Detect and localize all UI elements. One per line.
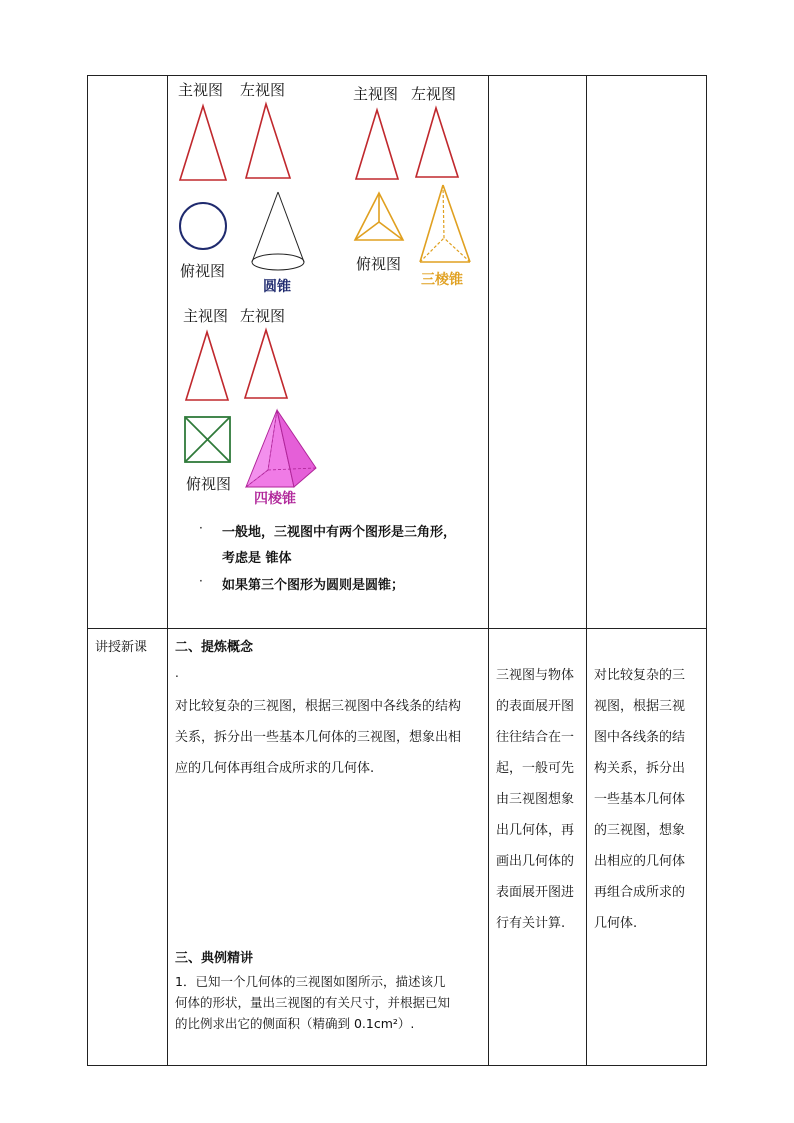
example-line-3: 的比例求出它的侧面积（精确到 0.1cm²）. xyxy=(175,1016,415,1031)
tri-pyramid-side-view-label: 左视图 xyxy=(411,85,457,103)
col3-line: 起，一般可先 xyxy=(496,761,575,776)
col4-line: 一些基本几何体 xyxy=(594,792,686,807)
col3-line: 由三视图想象 xyxy=(496,792,575,807)
col4-line: 视图，根据三视 xyxy=(594,699,686,714)
col3-line: 的表面展开图 xyxy=(496,699,575,714)
col4-line: 构关系，拆分出 xyxy=(594,761,686,776)
stray-dot: . xyxy=(175,666,179,680)
stage-label: 讲授新课 xyxy=(95,640,148,655)
col4-line: 对比较复杂的三 xyxy=(594,668,686,683)
cone-top-view-label: 俯视图 xyxy=(180,262,226,280)
tri-pyramid-front-view-label: 主视图 xyxy=(353,85,399,103)
col3-line: 表面展开图进 xyxy=(496,885,575,900)
col4-line: 图中各线条的结 xyxy=(594,730,686,745)
bullet-marker: · xyxy=(199,521,203,535)
example-line-1: 1．已知一个几何体的三视图如图所示，描述该几 xyxy=(175,974,446,989)
cone-front-view-label: 主视图 xyxy=(178,81,224,99)
concept-line-3: 应的几何体再组合成所求的几何体. xyxy=(175,761,375,776)
cone-side-view-label: 左视图 xyxy=(240,81,286,99)
col3-line: 三视图与物体 xyxy=(496,668,575,683)
bullet-1-line-2: 考虑是 锥体 xyxy=(222,551,292,566)
col3-line: 画出几何体的 xyxy=(496,854,575,869)
sq-pyramid-top-view-label: 俯视图 xyxy=(186,475,232,493)
concept-line-1: 对比较复杂的三视图，根据三视图中各线条的结构 xyxy=(175,699,462,714)
bullet-1-line-1: 一般地，三视图中有两个图形是三角形， xyxy=(222,525,457,540)
bullet-marker: · xyxy=(199,574,203,588)
col4-line: 出相应的几何体 xyxy=(594,854,686,869)
sq-pyramid-front-view-label: 主视图 xyxy=(183,307,229,325)
sq-pyramid-name-caption: 四棱锥 xyxy=(254,491,296,507)
col3-line: 行有关计算. xyxy=(496,916,566,931)
col4-line: 再组合成所求的 xyxy=(594,885,686,900)
col4-line: 几何体. xyxy=(594,916,638,931)
section-2-title: 二、提炼概念 xyxy=(175,640,254,655)
sq-pyramid-side-view-label: 左视图 xyxy=(240,307,286,325)
bullet-2-line-1: 如果第三个图形为圆则是圆锥； xyxy=(222,578,405,593)
cone-name-caption: 圆锥 xyxy=(263,279,291,295)
tri-pyramid-top-view-label: 俯视图 xyxy=(356,255,402,273)
col3-line: 出几何体，再 xyxy=(496,823,575,838)
tri-pyramid-name-caption: 三棱锥 xyxy=(421,272,463,288)
concept-line-2: 关系，拆分出一些基本几何体的三视图，想象出相 xyxy=(175,730,462,745)
col3-line: 往往结合在一 xyxy=(496,730,575,745)
col4-line: 的三视图，想象 xyxy=(594,823,686,838)
section-3-title: 三、典例精讲 xyxy=(175,951,254,966)
example-line-2: 何体的形状，量出三视图的有关尺寸，并根据已知 xyxy=(175,995,451,1010)
